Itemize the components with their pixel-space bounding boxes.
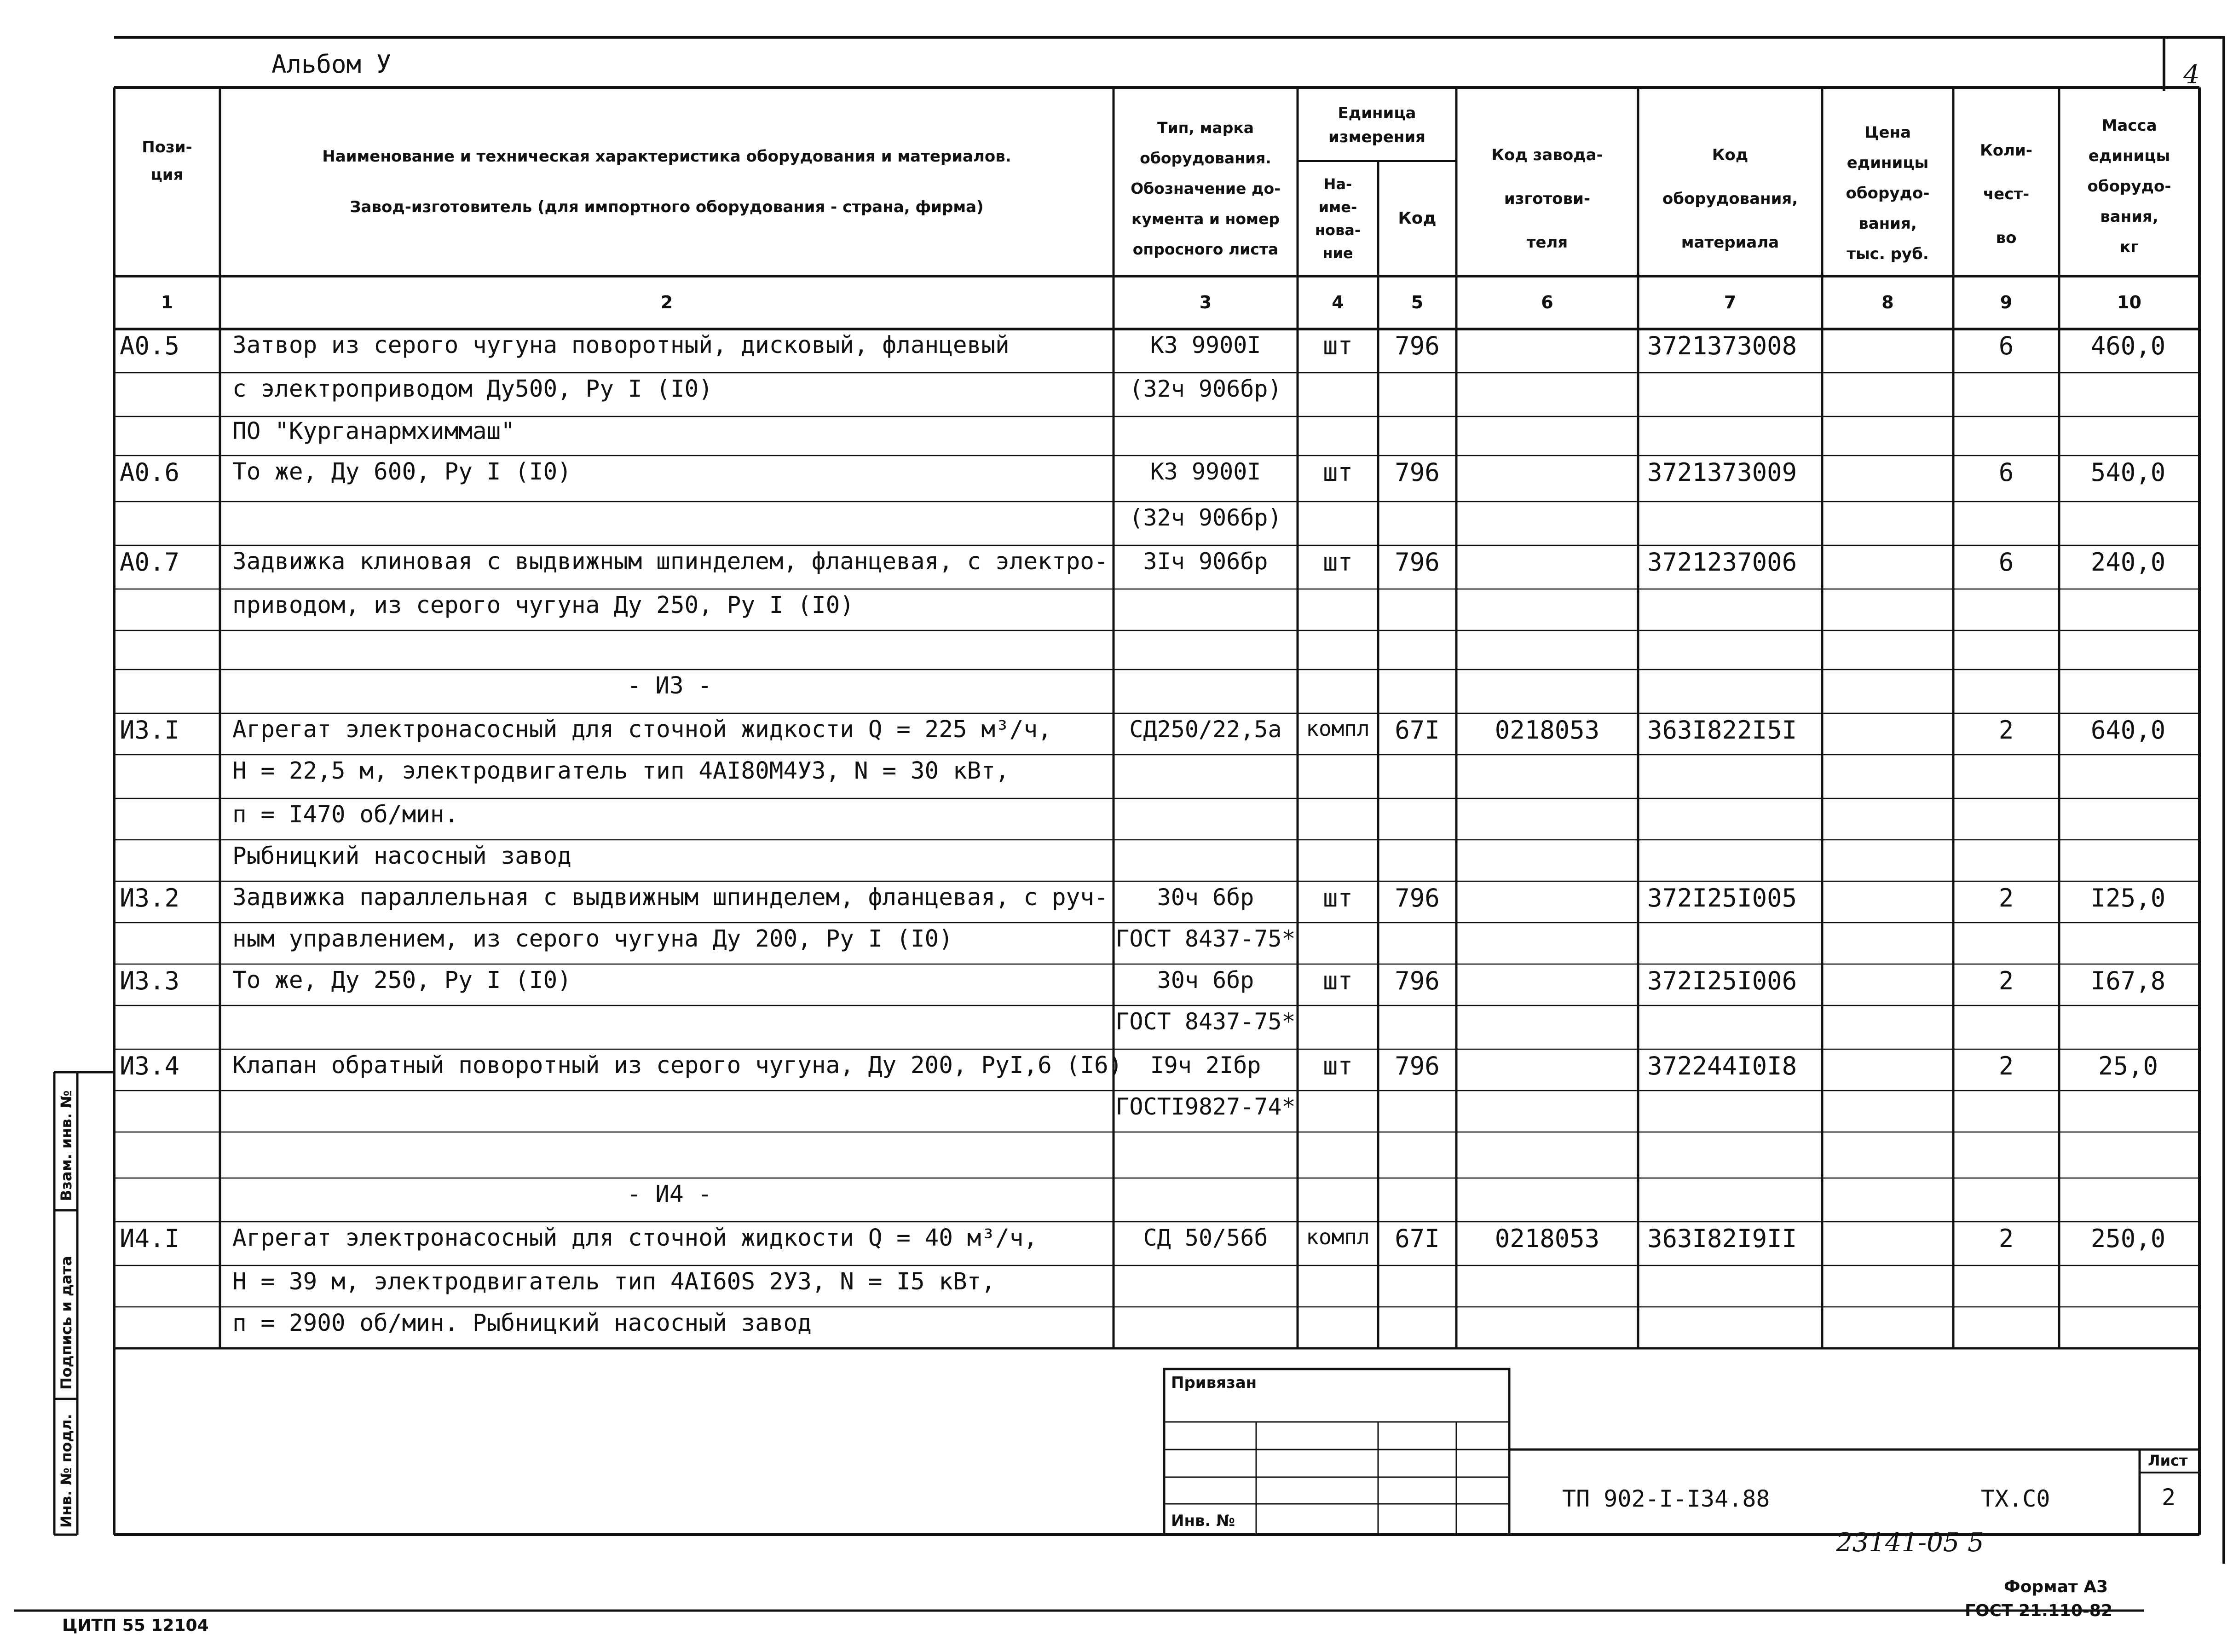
cell-name: То же, Ду 250, Ру I (I0) xyxy=(232,967,571,994)
cell-mass: 25,0 xyxy=(2098,1051,2158,1080)
cell-mass: 640,0 xyxy=(2090,716,2166,745)
header-type: Тип, марка оборудования. Обозначение до- кумента и номер опросного листа xyxy=(1131,119,1281,258)
cell-qty: 6 xyxy=(1998,548,2014,577)
cell-qty: 2 xyxy=(1998,1051,2014,1080)
corner-number: 4 xyxy=(2183,60,2200,90)
cell-equip: 3721237006 xyxy=(1647,548,1797,577)
citp-label: ЦИТП 55 12104 xyxy=(62,1616,209,1635)
header-mass: Масса единицы оборудо- вания, кг xyxy=(2087,116,2171,256)
cell-code: 67I xyxy=(1395,716,1440,745)
cell-equip: 363I82I9II xyxy=(1647,1224,1797,1253)
cell-name: Н = 39 м, электродвигатель тип 4АI60S 2У3, N = I5 кВт, xyxy=(232,1268,996,1295)
cell-equip: 372I25I005 xyxy=(1647,884,1797,913)
cell-unit: шт xyxy=(1322,548,1353,577)
cell-name: - И3 - xyxy=(627,672,712,699)
side-label-signature-date: Подпись и дата xyxy=(58,1256,75,1390)
cell-code: 796 xyxy=(1395,548,1440,577)
cell-code: 67I xyxy=(1395,1224,1440,1253)
cell-pos: А0.5 xyxy=(120,331,180,360)
cell-name: ПО "Курганармхиммаш" xyxy=(232,418,515,445)
col-number-7: 7 xyxy=(1724,292,1737,312)
cell-name: Затвор из серого чугуна поворотный, дисковый, фланцевый xyxy=(232,332,1010,359)
cell-name: Задвижка клиновая с выдвижным шпинделем, фланцевая, с электро- xyxy=(232,548,1108,575)
cell-mass: 240,0 xyxy=(2090,548,2166,577)
cell-name: Агрегат электронасосный для сточной жидкости Q = 40 м³/ч, xyxy=(232,1225,1038,1252)
col-number-2: 2 xyxy=(660,292,673,312)
album-title: Альбом У xyxy=(271,50,392,79)
cell-type: СД 50/56б xyxy=(1143,1225,1268,1251)
header-quantity: Коли- чест- во xyxy=(1980,141,2032,247)
cell-plant: 0218053 xyxy=(1495,716,1600,745)
cell-mass: I67,8 xyxy=(2090,966,2166,995)
cell-type: 30ч 6бр xyxy=(1157,884,1254,911)
stamp-mark: ТХ.С0 xyxy=(1981,1485,2050,1512)
cell-mass: I25,0 xyxy=(2090,884,2166,913)
cell-mass: 250,0 xyxy=(2090,1224,2166,1253)
cell-name: приводом, из серого чугуна Ду 250, Ру I (I0) xyxy=(232,592,854,619)
cell-unit: шт xyxy=(1322,458,1353,487)
cell-unit: шт xyxy=(1322,331,1353,360)
header-plant-code: Код завода- изготови- теля xyxy=(1491,146,1603,252)
cell-type: КЗ 9900I xyxy=(1150,332,1261,358)
cell-qty: 2 xyxy=(1998,884,2014,913)
cell-type: ГОСТ 8437-75* xyxy=(1115,1008,1296,1035)
cell-pos: И3.2 xyxy=(120,884,180,913)
side-label-inv-original: Инв. № подл. xyxy=(58,1414,75,1528)
col-number-3: 3 xyxy=(1199,292,1212,312)
cell-equip: 372244I0I8 xyxy=(1647,1051,1797,1080)
cell-name: с электроприводом Ду500, Ру I (I0) xyxy=(232,375,713,403)
col-number-5: 5 xyxy=(1411,292,1424,312)
cell-pos: И3.3 xyxy=(120,966,180,995)
cell-pos: А0.6 xyxy=(120,458,180,487)
cell-code: 796 xyxy=(1395,331,1440,360)
gost-label: ГОСТ 21.110-82 xyxy=(1965,1601,2113,1620)
cell-type: (32ч 906бр) xyxy=(1129,375,1282,402)
cell-type: 30ч 6бр xyxy=(1157,967,1254,994)
cell-qty: 2 xyxy=(1998,716,2014,745)
cell-name: Клапан обратный поворотный из серого чугуна, Ду 200, РуI,6 (I6) xyxy=(232,1052,1123,1079)
cell-equip: 3721373008 xyxy=(1647,331,1797,360)
cell-name: Задвижка параллельная с выдвижным шпинделем, фланцевая, с руч- xyxy=(232,884,1108,911)
cell-equip: 3721373009 xyxy=(1647,458,1797,487)
cell-name: - И4 - xyxy=(627,1181,712,1208)
cell-equip: 363I822I5I xyxy=(1647,716,1797,745)
col-number-6: 6 xyxy=(1541,292,1553,312)
cell-qty: 2 xyxy=(1998,966,2014,995)
cell-unit: шт xyxy=(1322,1051,1353,1080)
cell-code: 796 xyxy=(1395,966,1440,995)
cell-name: п = I470 об/мин. xyxy=(232,801,459,828)
stamp-inv-label: Инв. № xyxy=(1171,1512,1235,1530)
stamp-sheet-label: Лист xyxy=(2148,1452,2188,1469)
cell-unit: шт xyxy=(1322,884,1353,913)
cell-pos: И3.I xyxy=(120,716,180,745)
cell-code: 796 xyxy=(1395,458,1440,487)
cell-pos: А0.7 xyxy=(120,548,180,577)
cell-name: Н = 22,5 м, электродвигатель тип 4АI80М4У3, N = 30 кВт, xyxy=(232,757,1010,785)
cell-equip: 372I25I006 xyxy=(1647,966,1797,995)
cell-unit: шт xyxy=(1322,966,1353,995)
cell-type: КЗ 9900I xyxy=(1150,458,1261,485)
cell-pos: И4.I xyxy=(120,1224,180,1253)
col-number-8: 8 xyxy=(1881,292,1894,312)
cell-code: 796 xyxy=(1395,1051,1440,1080)
cell-type: (32ч 906бр) xyxy=(1129,504,1282,531)
header-unit-code: Код xyxy=(1398,209,1437,228)
cell-unit: компл xyxy=(1306,716,1370,741)
header-equipment-code: Код оборудования, материала xyxy=(1662,146,1798,252)
cell-pos: И3.4 xyxy=(120,1051,180,1080)
cell-name: ным управлением, из серого чугуна Ду 200, Ру I (I0) xyxy=(232,925,953,953)
cell-name: То же, Ду 600, Ру I (I0) xyxy=(232,458,571,485)
cell-unit: компл xyxy=(1306,1225,1370,1249)
header-position: Пози- ция xyxy=(142,138,192,184)
cell-type: 3Iч 906бр xyxy=(1143,548,1268,575)
cell-name: п = 2900 об/мин. Рыбницкий насосный завод xyxy=(232,1310,812,1337)
cell-qty: 6 xyxy=(1998,458,2014,487)
stamp-doc-code: ТП 902-I-I34.88 xyxy=(1562,1485,1770,1512)
header-unit-name: На- име- нова- ние xyxy=(1315,175,1361,262)
cell-type: ГОСТ 8437-75* xyxy=(1115,925,1296,952)
stamp-privyazan: Привязан xyxy=(1171,1374,1257,1392)
cell-mass: 540,0 xyxy=(2090,458,2166,487)
format-label: Формат А3 xyxy=(2004,1577,2108,1596)
cell-name: Рыбницкий насосный завод xyxy=(232,843,571,870)
cell-plant: 0218053 xyxy=(1495,1224,1600,1253)
cell-name: Агрегат электронасосный для сточной жидкости Q = 225 м³/ч, xyxy=(232,716,1052,743)
cell-code: 796 xyxy=(1395,884,1440,913)
handwritten-number: 23141-05 5 xyxy=(1836,1528,1984,1558)
col-number-9: 9 xyxy=(2000,292,2013,312)
cell-qty: 2 xyxy=(1998,1224,2014,1253)
side-label-replacement-inv: Взам. инв. № xyxy=(58,1090,75,1201)
col-number-4: 4 xyxy=(1332,292,1344,312)
header-unit: Единица измерения xyxy=(1328,104,1425,146)
col-number-1: 1 xyxy=(161,292,173,312)
cell-type: I9ч 2Iбр xyxy=(1150,1052,1261,1079)
header-name: Наименование и техническая характеристика оборудования и материалов. Завод-изготовитель (для импортного оборудования - страна, фирма) xyxy=(322,147,1011,216)
header-price: Цена единицы оборудо- вания, тыс. руб. xyxy=(1846,123,1930,263)
stamp-sheet-number: 2 xyxy=(2162,1484,2176,1511)
cell-type: СД250/22,5а xyxy=(1129,716,1282,743)
cell-mass: 460,0 xyxy=(2090,331,2166,360)
cell-type: ГОСТI9827-74* xyxy=(1115,1093,1296,1120)
col-number-10: 10 xyxy=(2117,292,2141,312)
cell-qty: 6 xyxy=(1998,331,2014,360)
